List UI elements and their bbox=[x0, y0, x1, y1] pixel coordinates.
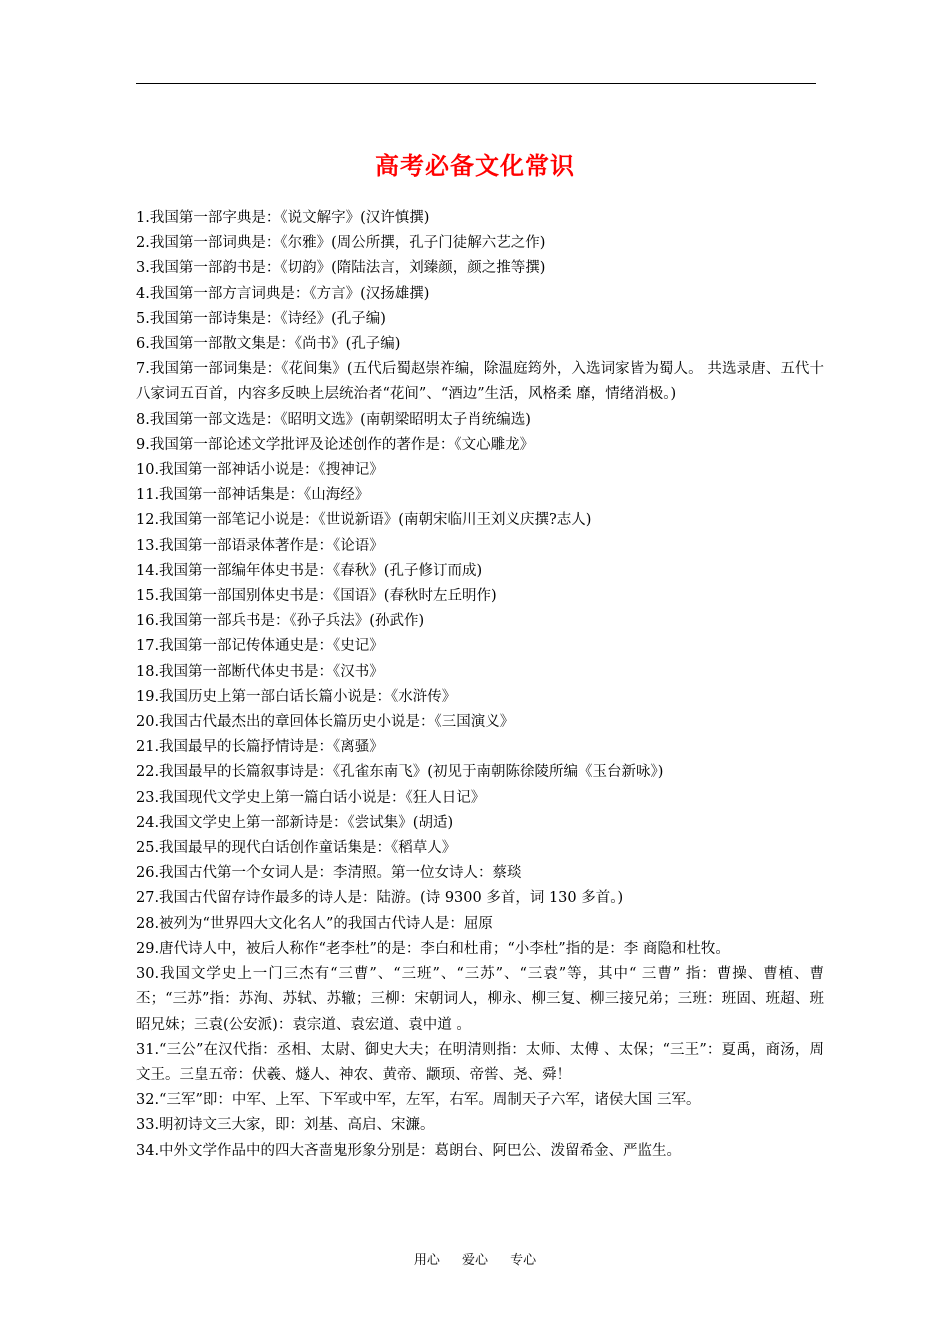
list-item: 12.我国第一部笔记小说是：《世说新语》(南朝宋临川王刘义庆撰?志人) bbox=[136, 512, 592, 529]
list-item: 10.我国第一部神话小说是：《搜神记》 bbox=[136, 462, 384, 479]
entry-list bbox=[136, 206, 824, 1164]
footer-item: 用心 bbox=[413, 1253, 440, 1268]
list-item: 18.我国第一部断代体史书是：《汉书》 bbox=[136, 663, 384, 680]
list-item: 31.“三公”在汉代指：丞相、太尉、御史大夫；在明清则指：太师、太傅 、太保；“三王”：夏禹，商汤，周文王。三皇五帝：伏羲、燧人、神农、黄帝、颛顼、帝喾、尧、舜！ bbox=[136, 1041, 824, 1083]
list-item: 8.我国第一部文选是：《昭明文选》(南朝梁昭明太子肖统编选) bbox=[136, 411, 531, 428]
header-rule bbox=[136, 83, 816, 84]
list-item: 5.我国第一部诗集是：《诗经》(孔子编) bbox=[136, 310, 386, 327]
page-footer bbox=[0, 1249, 950, 1268]
list-item: 7.我国第一部词集是：《花间集》(五代后蜀赵崇祚编，除温庭筠外，入选词家皆为蜀人。 共选录唐、五代十八家词五百首，内容多反映上层统治者“花间”、“酒边”生活，风格柔 靡，情绪消极。) bbox=[136, 361, 824, 403]
list-item: 29.唐代诗人中，被后人称作“老李杜”的是：李白和杜甫；“小李杜”指的是：李 商隐和杜牧。 bbox=[136, 940, 730, 957]
document-title: 高考必备文化常识 bbox=[375, 151, 575, 180]
list-item: 11.我国第一部神话集是：《山海经》 bbox=[136, 487, 370, 504]
list-item: 22.我国最早的长篇叙事诗是：《孔雀东南飞》(初见于南朝陈徐陵所编《玉台新咏》) bbox=[136, 764, 664, 781]
list-item: 23.我国现代文学史上第一篇白话小说是：《狂人日记》 bbox=[136, 789, 486, 806]
list-item: 9.我国第一部论述文学批评及论述创作的著作是：《文心雕龙》 bbox=[136, 436, 535, 453]
list-item: 20.我国古代最杰出的章回体长篇历史小说是：《三国演义》 bbox=[136, 714, 515, 731]
list-item: 34.中外文学作品中的四大吝啬鬼形象分别是：葛朗台、阿巴公、泼留希金、严监生。 bbox=[136, 1142, 682, 1159]
list-item: 25.我国最早的现代白话创作童话集是：《稻草人》 bbox=[136, 840, 457, 857]
list-item: 15.我国第一部国别体史书是：《国语》(春秋时左丘明作) bbox=[136, 588, 497, 605]
list-item: 17.我国第一部记传体通史是：《史记》 bbox=[136, 638, 384, 655]
footer-item: 爱心 bbox=[461, 1253, 488, 1268]
list-item: 26.我国古代第一个女词人是：李清照。第一位女诗人：蔡琰 bbox=[136, 865, 522, 882]
list-item: 14.我国第一部编年体史书是：《春秋》(孔子修订而成) bbox=[136, 562, 483, 579]
list-item: 16.我国第一部兵书是：《孙子兵法》(孙武作) bbox=[136, 613, 425, 630]
list-item: 1.我国第一部字典是：《说文解字》(汉许慎撰) bbox=[136, 210, 430, 226]
list-item: 4.我国第一部方言词典是：《方言》(汉扬雄撰) bbox=[136, 285, 430, 302]
list-item: 21.我国最早的长篇抒情诗是：《离骚》 bbox=[136, 739, 384, 756]
list-item: 2.我国第一部词典是：《尔雅》(周公所撰，孔子门徒解六艺之作) bbox=[136, 235, 546, 252]
list-item: 27.我国古代留存诗作最多的诗人是：陆游。(诗 9300 多首，词 130 多首。) bbox=[136, 890, 624, 907]
list-item: 24.我国文学史上第一部新诗是：《尝试集》(胡适) bbox=[136, 814, 454, 831]
list-item: 6.我国第一部散文集是：《尚书》(孔子编) bbox=[136, 336, 401, 353]
list-item: 33.明初诗文三大家，即：刘基、高启、宋濂。 bbox=[136, 1117, 435, 1134]
list-item: 28.被列为“世界四大文化名人”的我国古代诗人是：屈原 bbox=[136, 915, 493, 932]
list-item: 19.我国历史上第一部白话长篇小说是：《水浒传》 bbox=[136, 688, 457, 705]
list-item: 3.我国第一部韵书是：《切韵》(隋陆法言，刘臻颜，颜之推等撰) bbox=[136, 260, 546, 277]
footer-item: 专心 bbox=[510, 1253, 537, 1268]
list-item: 30.我国文学史上一门三杰有“三曹”、“三班”、“三苏”、“三袁”等，其中“ 三曹” 指：曹操、曹植、曹丕；“三苏”指：苏洵、苏轼、苏辙；三柳：宋朝词人，柳永、柳三复、柳三接兄弟；三班：班固、班超、班昭兄妹；三袁(公安派)：袁宗道、袁宏道、袁中道 。 bbox=[136, 966, 824, 1033]
list-item: 13.我国第一部语录体著作是：《论语》 bbox=[136, 537, 384, 554]
list-item: 32.“三军”即：中军、上军、下军或中军，左军，右军。周制天子六军，诸侯大国 三军。 bbox=[136, 1092, 701, 1109]
